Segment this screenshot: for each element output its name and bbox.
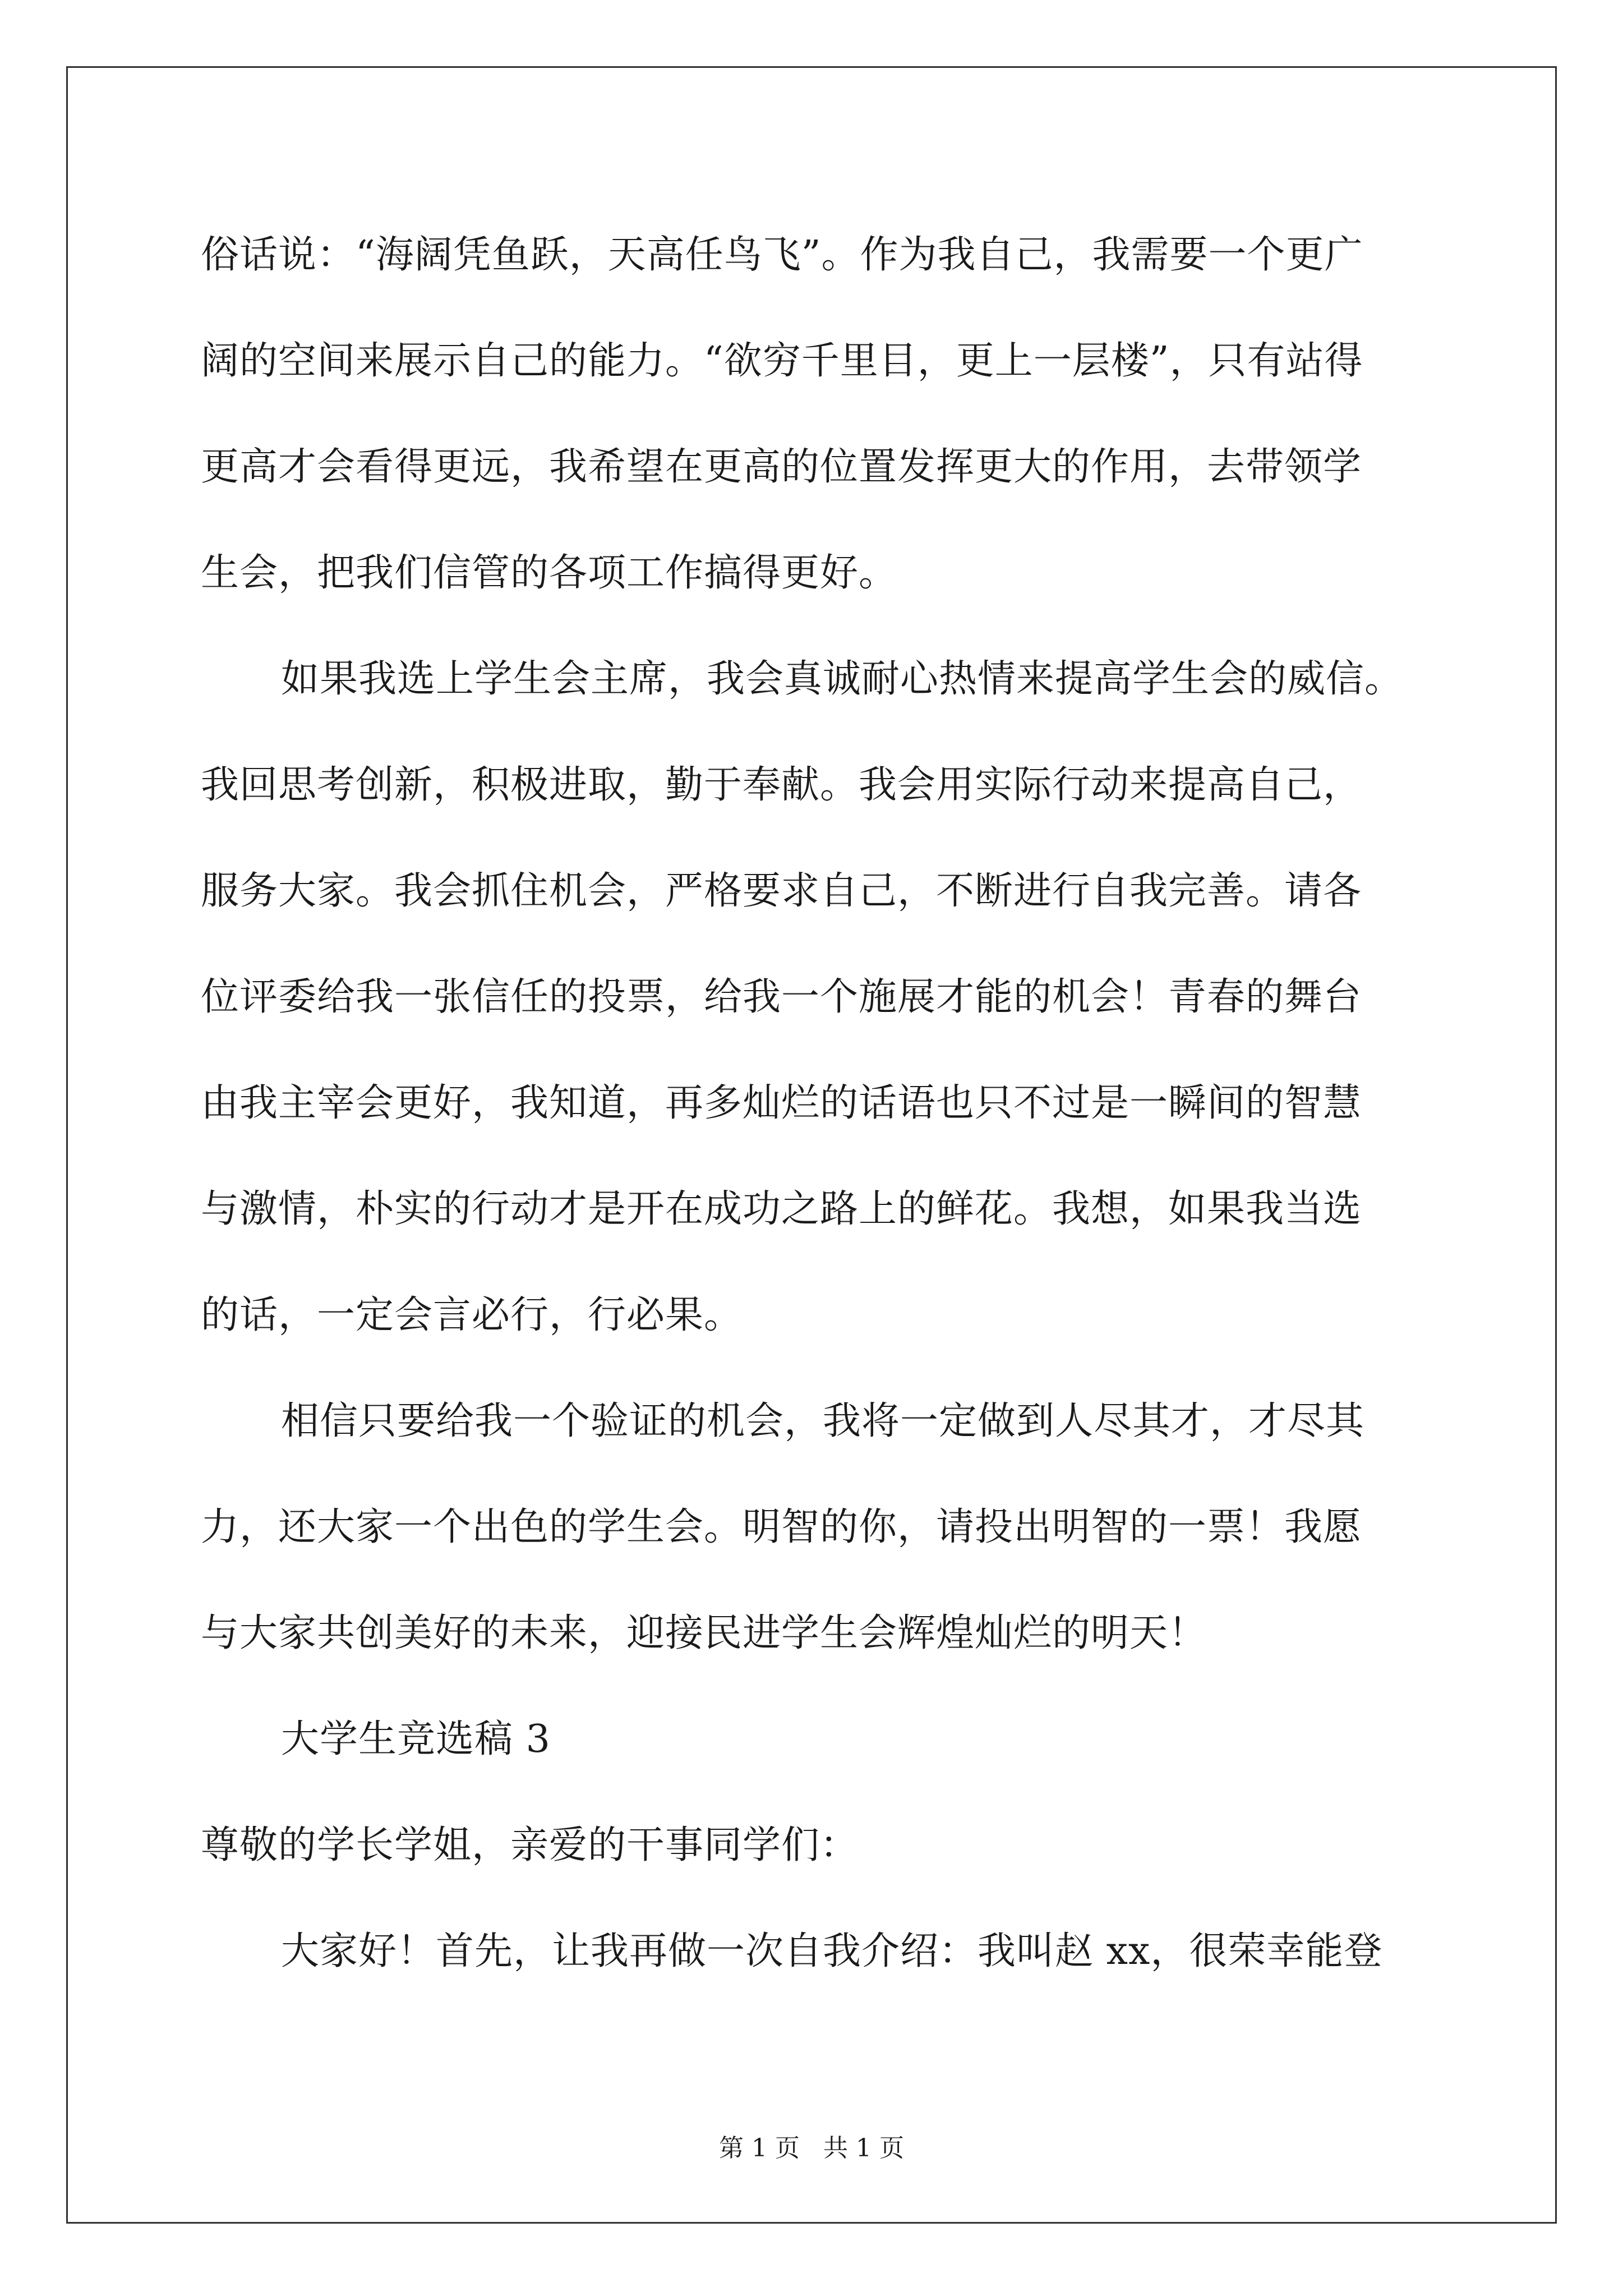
document-body (201, 202, 1440, 2004)
page-footer: 第 1 页 共 1 页 (719, 2134, 904, 2162)
text-line-11: 的话，一定会言必行，行必果。 (201, 1293, 743, 1337)
text-line-2: 阔的空间来展示自己的能力。“欲穷千里目，更上一层楼”，只有站得 (201, 339, 1363, 383)
text-line-8: 位评委给我一张信任的投票，给我一个施展才能的机会！青春的舞台 (201, 975, 1362, 1019)
salutation: 尊敬的学长学姐，亲爱的干事同学们： (201, 1823, 859, 1867)
text-line-12: 相信只要给我一个验证的机会，我将一定做到人尽其才，才尽其 (281, 1399, 1365, 1443)
text-line-4: 生会，把我们信管的各项工作搞得更好。 (201, 551, 898, 595)
text-line-1: 俗话说：“海阔凭鱼跃，天高任鸟飞”。作为我自己，我需要一个更广 (201, 233, 1363, 277)
section-heading: 大学生竞选稿 3 (281, 1717, 551, 1761)
text-line-7: 服务大家。我会抓住机会，严格要求自己，不断进行自我完善。请各 (201, 869, 1362, 913)
text-line-14: 与大家共创美好的未来，迎接民进学生会辉煌灿烂的明天！ (201, 1611, 1207, 1655)
text-line-6: 我回思考创新，积极进取，勤于奉献。我会用实际行动来提高自己， (201, 763, 1362, 807)
text-line-9: 由我主宰会更好，我知道，再多灿烂的话语也只不过是一瞬间的智慧 (201, 1081, 1362, 1125)
text-line-17: 大家好！首先，让我再做一次自我介绍：我叫赵 xx，很荣幸能登 (281, 1929, 1383, 1973)
text-line-3: 更高才会看得更远，我希望在更高的位置发挥更大的作用，去带领学 (201, 445, 1362, 489)
text-line-13: 力，还大家一个出色的学生会。明智的你，请投出明智的一票！我愿 (201, 1505, 1362, 1549)
text-line-10: 与激情，朴实的行动才是开在成功之路上的鲜花。我想，如果我当选 (201, 1187, 1362, 1231)
text-line-5: 如果我选上学生会主席，我会真诚耐心热情来提高学生会的威信。 (281, 657, 1404, 701)
